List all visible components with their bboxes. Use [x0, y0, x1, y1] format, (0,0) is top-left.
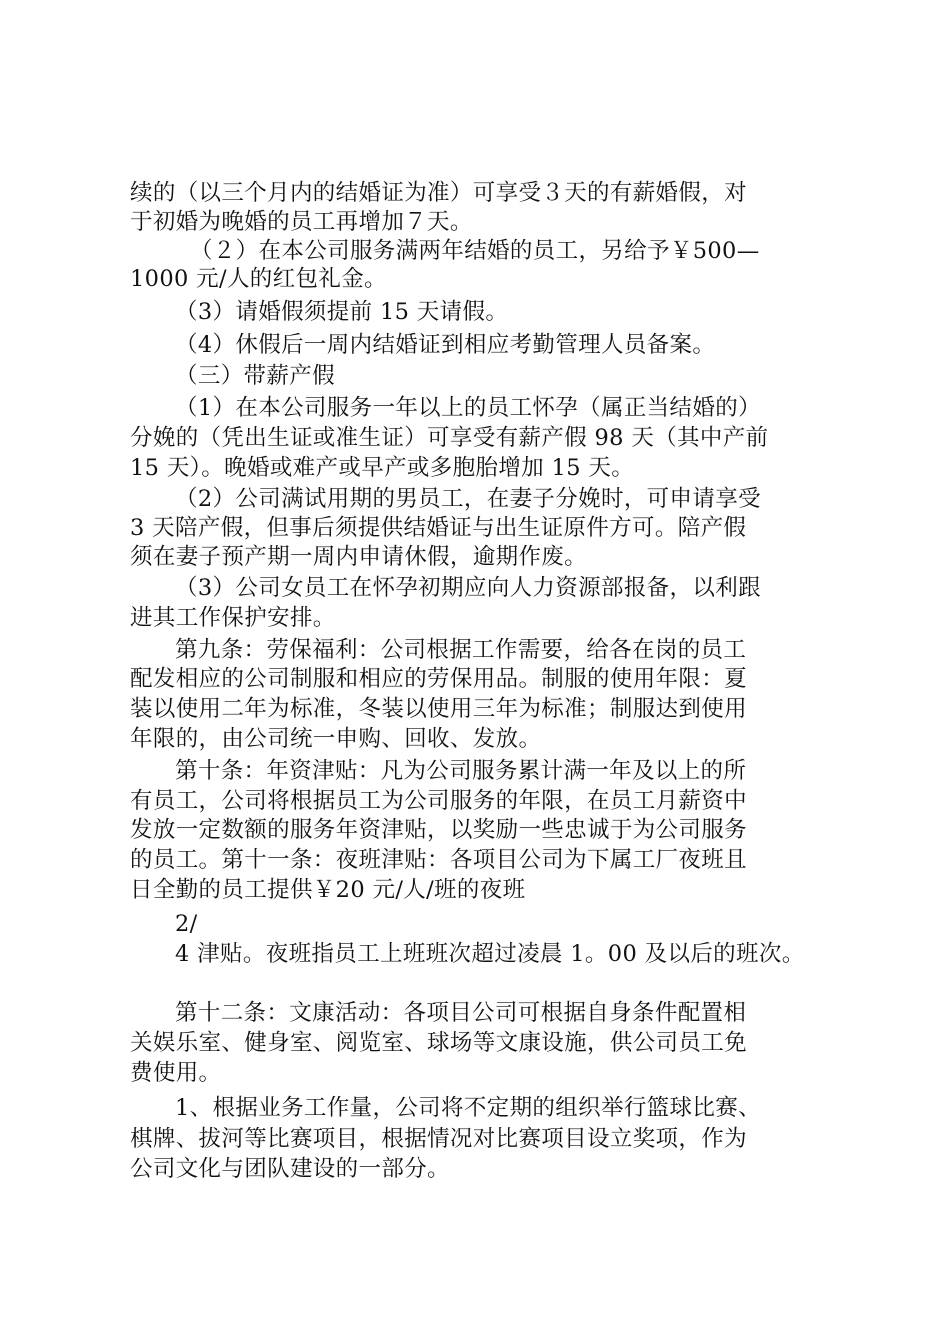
- text-line: 须在妻子预产期一周内申请休假，逾期作废。: [130, 544, 588, 570]
- text-line: 有员工，公司将根据员工为公司服务的年限，在员工月薪资中: [130, 788, 747, 814]
- text-line: 棋牌、拔河等比赛项目，根据情况对比赛项目设立奖项，作为: [130, 1126, 747, 1152]
- text-line: 的员工。第十一条：夜班津贴：各项目公司为下属工厂夜班且: [130, 847, 747, 873]
- text-line: 于初婚为晚婚的员工再增加７天。: [130, 209, 473, 235]
- text-line: 费使用。: [130, 1060, 222, 1086]
- text-line: （2）公司满试用期的男员工，在妻子分娩时，可申请享受: [175, 486, 761, 512]
- text-line: 1、根据业务工作量，公司将不定期的组织举行篮球比赛、: [175, 1095, 761, 1121]
- text-line: 分娩的（凭出生证或准生证）可享受有薪产假 98 天（其中产前: [130, 425, 769, 451]
- text-line: 第九条：劳保福利：公司根据工作需要，给各在岗的员工: [175, 637, 747, 663]
- text-line: 续的（以三个月内的结婚证为准）可享受３天的有薪婚假，对: [130, 180, 747, 206]
- text-line: 发放一定数额的服务年资津贴，以奖励一些忠诚于为公司服务: [130, 817, 747, 843]
- section-heading: （三）带薪产假: [175, 363, 335, 389]
- text-line: 年限的，由公司统一申购、回收、发放。: [130, 726, 542, 752]
- text-line: （4）休假后一周内结婚证到相应考勤管理人员备案。: [175, 332, 716, 358]
- text-line: 装以使用二年为标准，冬装以使用三年为标准；制服达到使用: [130, 696, 747, 722]
- text-line: （1）在本公司服务一年以上的员工怀孕（属正当结婚的）: [175, 395, 761, 421]
- text-line: 进其工作保护安排。: [130, 605, 336, 631]
- text-line: 关娱乐室、健身室、阅览室、球场等文康设施，供公司员工免: [130, 1030, 747, 1056]
- text-line: 3 天陪产假，但事后须提供结婚证与出生证原件方可。陪产假: [130, 515, 747, 541]
- text-line: （3）公司女员工在怀孕初期应向人力资源部报备，以利跟: [175, 575, 761, 601]
- text-line: 4 津贴。夜班指员工上班班次超过凌晨 1。00 及以后的班次。: [175, 941, 805, 967]
- text-line: 日全勤的员工提供￥20 元/人/班的夜班: [130, 877, 526, 903]
- text-line: 第十条：年资津贴：凡为公司服务累计满一年及以上的所: [175, 758, 747, 784]
- text-line: （２）在本公司服务满两年结婚的员工，另给予￥500—: [190, 238, 760, 264]
- text-line: 公司文化与团队建设的一部分。: [130, 1156, 450, 1182]
- text-line: 15 天）。晚婚或难产或早产或多胞胎增加 15 天。: [130, 455, 635, 481]
- text-line: 1000 元/人的红包礼金。: [130, 266, 387, 292]
- text-line: 配发相应的公司制服和相应的劳保用品。制服的使用年限：夏: [130, 666, 747, 692]
- page-number: 2/: [175, 911, 198, 937]
- text-line: （3）请婚假须提前 15 天请假。: [175, 299, 509, 325]
- text-line: 第十二条：文康活动：各项目公司可根据自身条件配置相: [175, 1000, 747, 1026]
